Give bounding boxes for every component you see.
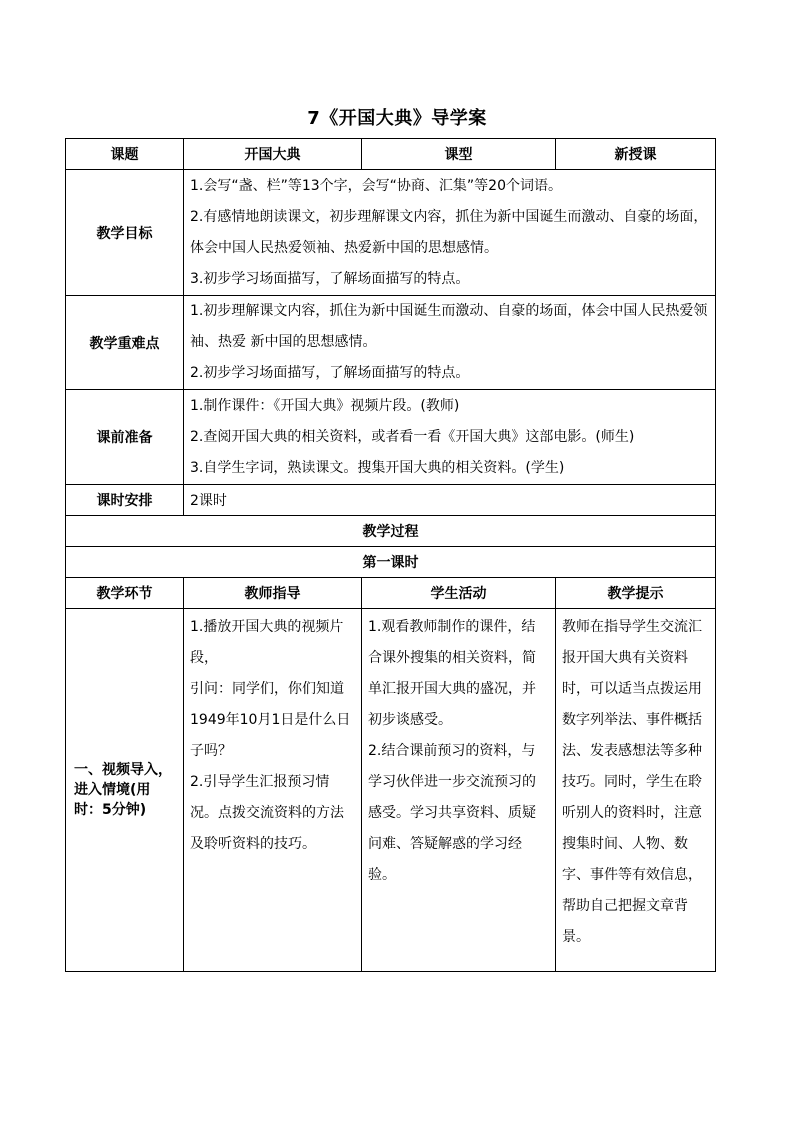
- student-activity: [362, 609, 556, 972]
- teacher-item: 2.引导学生汇报预习情况。点拨交流资料的方法及聆听资料的技巧。: [190, 774, 344, 852]
- topic-label: 课题: [66, 139, 184, 170]
- schedule-row: [66, 485, 716, 516]
- goal-item: 2.有感情地朗读课文，初步理解课文内容，抓住为新中国诞生而激动、自豪的场面，体会中国人民热爱领袖、热爱新中国的思想感情。: [190, 208, 708, 256]
- teaching-tips: 教师在指导学生交流汇报开国大典有关资料时，可以适当点拨运用数字列举法、事件概括法、发表感想法等多种技巧。同时，学生在聆听别人的资料时，注意搜集时间、人物、数字、事件等有效信息，帮助自己把握文章背景。: [556, 609, 716, 972]
- topic-value: 开国大典: [184, 139, 362, 170]
- schedule-value: 2课时: [184, 485, 716, 516]
- goal-item: 3.初步学习场面描写，了解场面描写的特点。: [190, 270, 470, 287]
- student-item: 1.观看教师制作的课件，结合课外搜集的相关资料，简单汇报开国大典的盛况，并初步谈感受。: [368, 619, 536, 728]
- preparation-content: [184, 390, 716, 485]
- teacher-item: 1.播放开国大典的视频片段，: [190, 619, 344, 666]
- lesson-title-row: [66, 547, 716, 578]
- col-teacher-header: 教师指导: [184, 578, 362, 609]
- key-points-label: 教学重难点: [66, 296, 184, 390]
- key-points-content: [184, 296, 716, 390]
- lesson-title: 第一课时: [66, 547, 716, 578]
- stage-row: [66, 609, 716, 972]
- stage-name: 一、视频导入，进入情境(用时：5分钟): [66, 609, 184, 972]
- teacher-item: 引问：同学们，你们知道1949年10月1日是什么日子吗？: [190, 681, 351, 759]
- preparation-item: 3.自学生字词，熟读课文。搜集开国大典的相关资料。(学生): [190, 459, 565, 476]
- preparation-row: [66, 390, 716, 485]
- header-row: [66, 139, 716, 170]
- preparation-label: 课前准备: [66, 390, 184, 485]
- col-tips-header: 教学提示: [556, 578, 716, 609]
- preparation-item: 1.制作课件：《开国大典》视频片段。(教师): [190, 397, 460, 414]
- col-stage-header: 教学环节: [66, 578, 184, 609]
- teacher-guidance: [184, 609, 362, 972]
- lesson-plan-table: [65, 138, 716, 972]
- page-title: 7《开国大典》导学案: [307, 108, 487, 129]
- key-point-item: 2.初步学习场面描写，了解场面描写的特点。: [190, 365, 470, 381]
- student-item: 2.结合课前预习的资料，与学习伙伴进一步交流预习的感受。学习共享资料、质疑问难、答疑解惑的学习经验。: [368, 743, 536, 883]
- goals-label: 教学目标: [66, 170, 184, 296]
- goals-row: [66, 170, 716, 296]
- schedule-label: 课时安排: [66, 485, 184, 516]
- key-point-item: 1.初步理解课文内容，抓住为新中国诞生而激动、自豪的场面，体会中国人民热爱领袖、热爱 新中国的思想感情。: [190, 303, 708, 350]
- type-label: 课型: [362, 139, 556, 170]
- type-value: 新授课: [556, 139, 716, 170]
- preparation-item: 2.查阅开国大典的相关资料，或者看一看《开国大典》这部电影。(师生): [190, 428, 635, 445]
- key-points-row: [66, 296, 716, 390]
- goals-content: [184, 170, 716, 296]
- goal-item: 1.会写“盏、栏”等13个字，会写“协商、汇集”等20个词语。: [190, 177, 562, 194]
- process-title: 教学过程: [66, 516, 716, 547]
- process-title-row: [66, 516, 716, 547]
- col-student-header: 学生活动: [362, 578, 556, 609]
- column-header-row: [66, 578, 716, 609]
